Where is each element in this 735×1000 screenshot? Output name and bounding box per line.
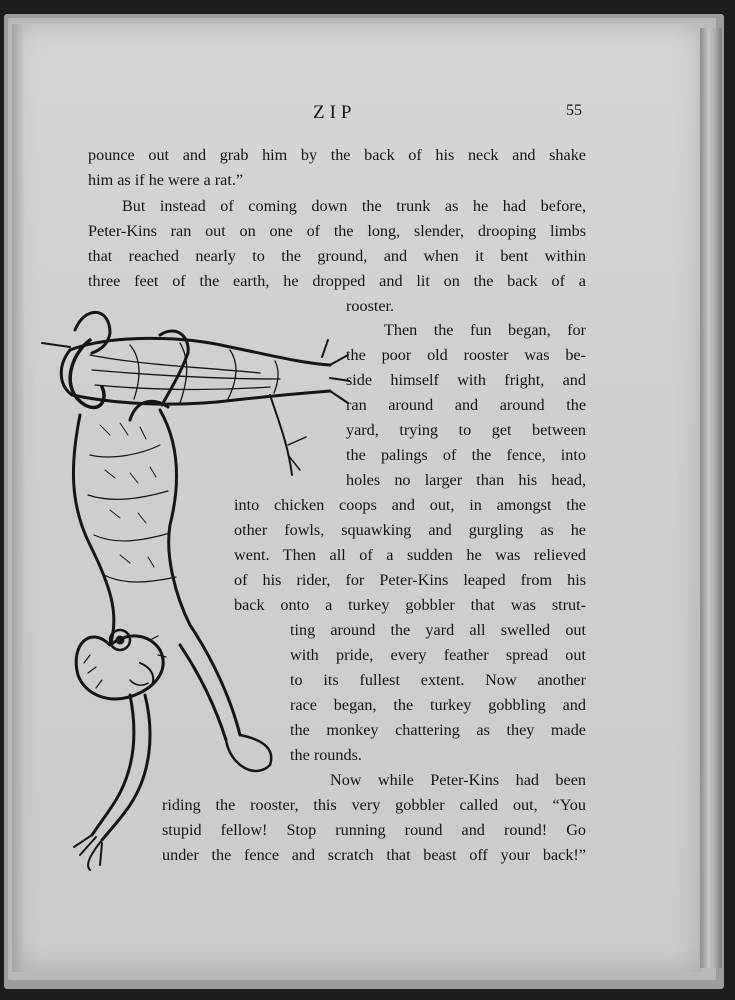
body-line: Now while Peter-Kins had been (330, 771, 586, 789)
body-line: the palings of the fence, into (346, 446, 586, 464)
body-line: yard, trying to get between (346, 421, 586, 439)
body-line: ting around the yard all swelled out (290, 621, 586, 639)
body-line: ran around and around the (346, 396, 586, 414)
body-line: of his rider, for Peter-Kins leaped from his (234, 571, 586, 589)
body-line: under the fence and scratch that beast off your back!” (162, 846, 586, 864)
body-line: pounce out and grab him by the back of his neck and shake (88, 146, 586, 164)
body-line: riding the rooster, this very gobbler called out, “You (162, 796, 586, 814)
body-line: to its fullest extent. Now another (290, 671, 586, 689)
body-line: Peter-Kins ran out on one of the long, slender, drooping limbs (88, 222, 586, 240)
body-line: that reached nearly to the ground, and when it bent within (88, 247, 586, 265)
body-line: race began, the turkey gobbling and (290, 696, 586, 714)
body-line: the monkey chattering as they made (290, 721, 586, 739)
body-line: holes no larger than his head, (346, 471, 586, 489)
page-gutter (12, 24, 24, 972)
body-line: side himself with fright, and (346, 371, 586, 389)
body-line: other fowls, squawking and gurgling as he (234, 521, 586, 539)
body-line: the poor old rooster was be- (346, 346, 586, 364)
body-line: stupid fellow! Stop running round and round! Go (162, 821, 586, 839)
running-title: ZIP (313, 102, 357, 123)
body-line: Then the fun began, for (384, 321, 586, 339)
body-line: with pride, every feather spread out (290, 646, 586, 664)
body-line: went. Then all of a sudden he was relieved (234, 546, 586, 564)
page-number: 55 (566, 102, 582, 119)
page-fore-edge (700, 28, 722, 968)
body-line: three feet of the earth, he dropped and lit on the back of a (88, 272, 586, 290)
body-line: the rounds. (290, 746, 362, 764)
body-line: into chicken coops and out, in amongst the (234, 496, 586, 514)
body-line: him as if he were a rat.” (88, 171, 244, 189)
body-line: rooster. (346, 297, 395, 315)
body-line: back onto a turkey gobbler that was strut- (234, 596, 586, 614)
body-line: But instead of coming down the trunk as he had before, (122, 197, 586, 215)
